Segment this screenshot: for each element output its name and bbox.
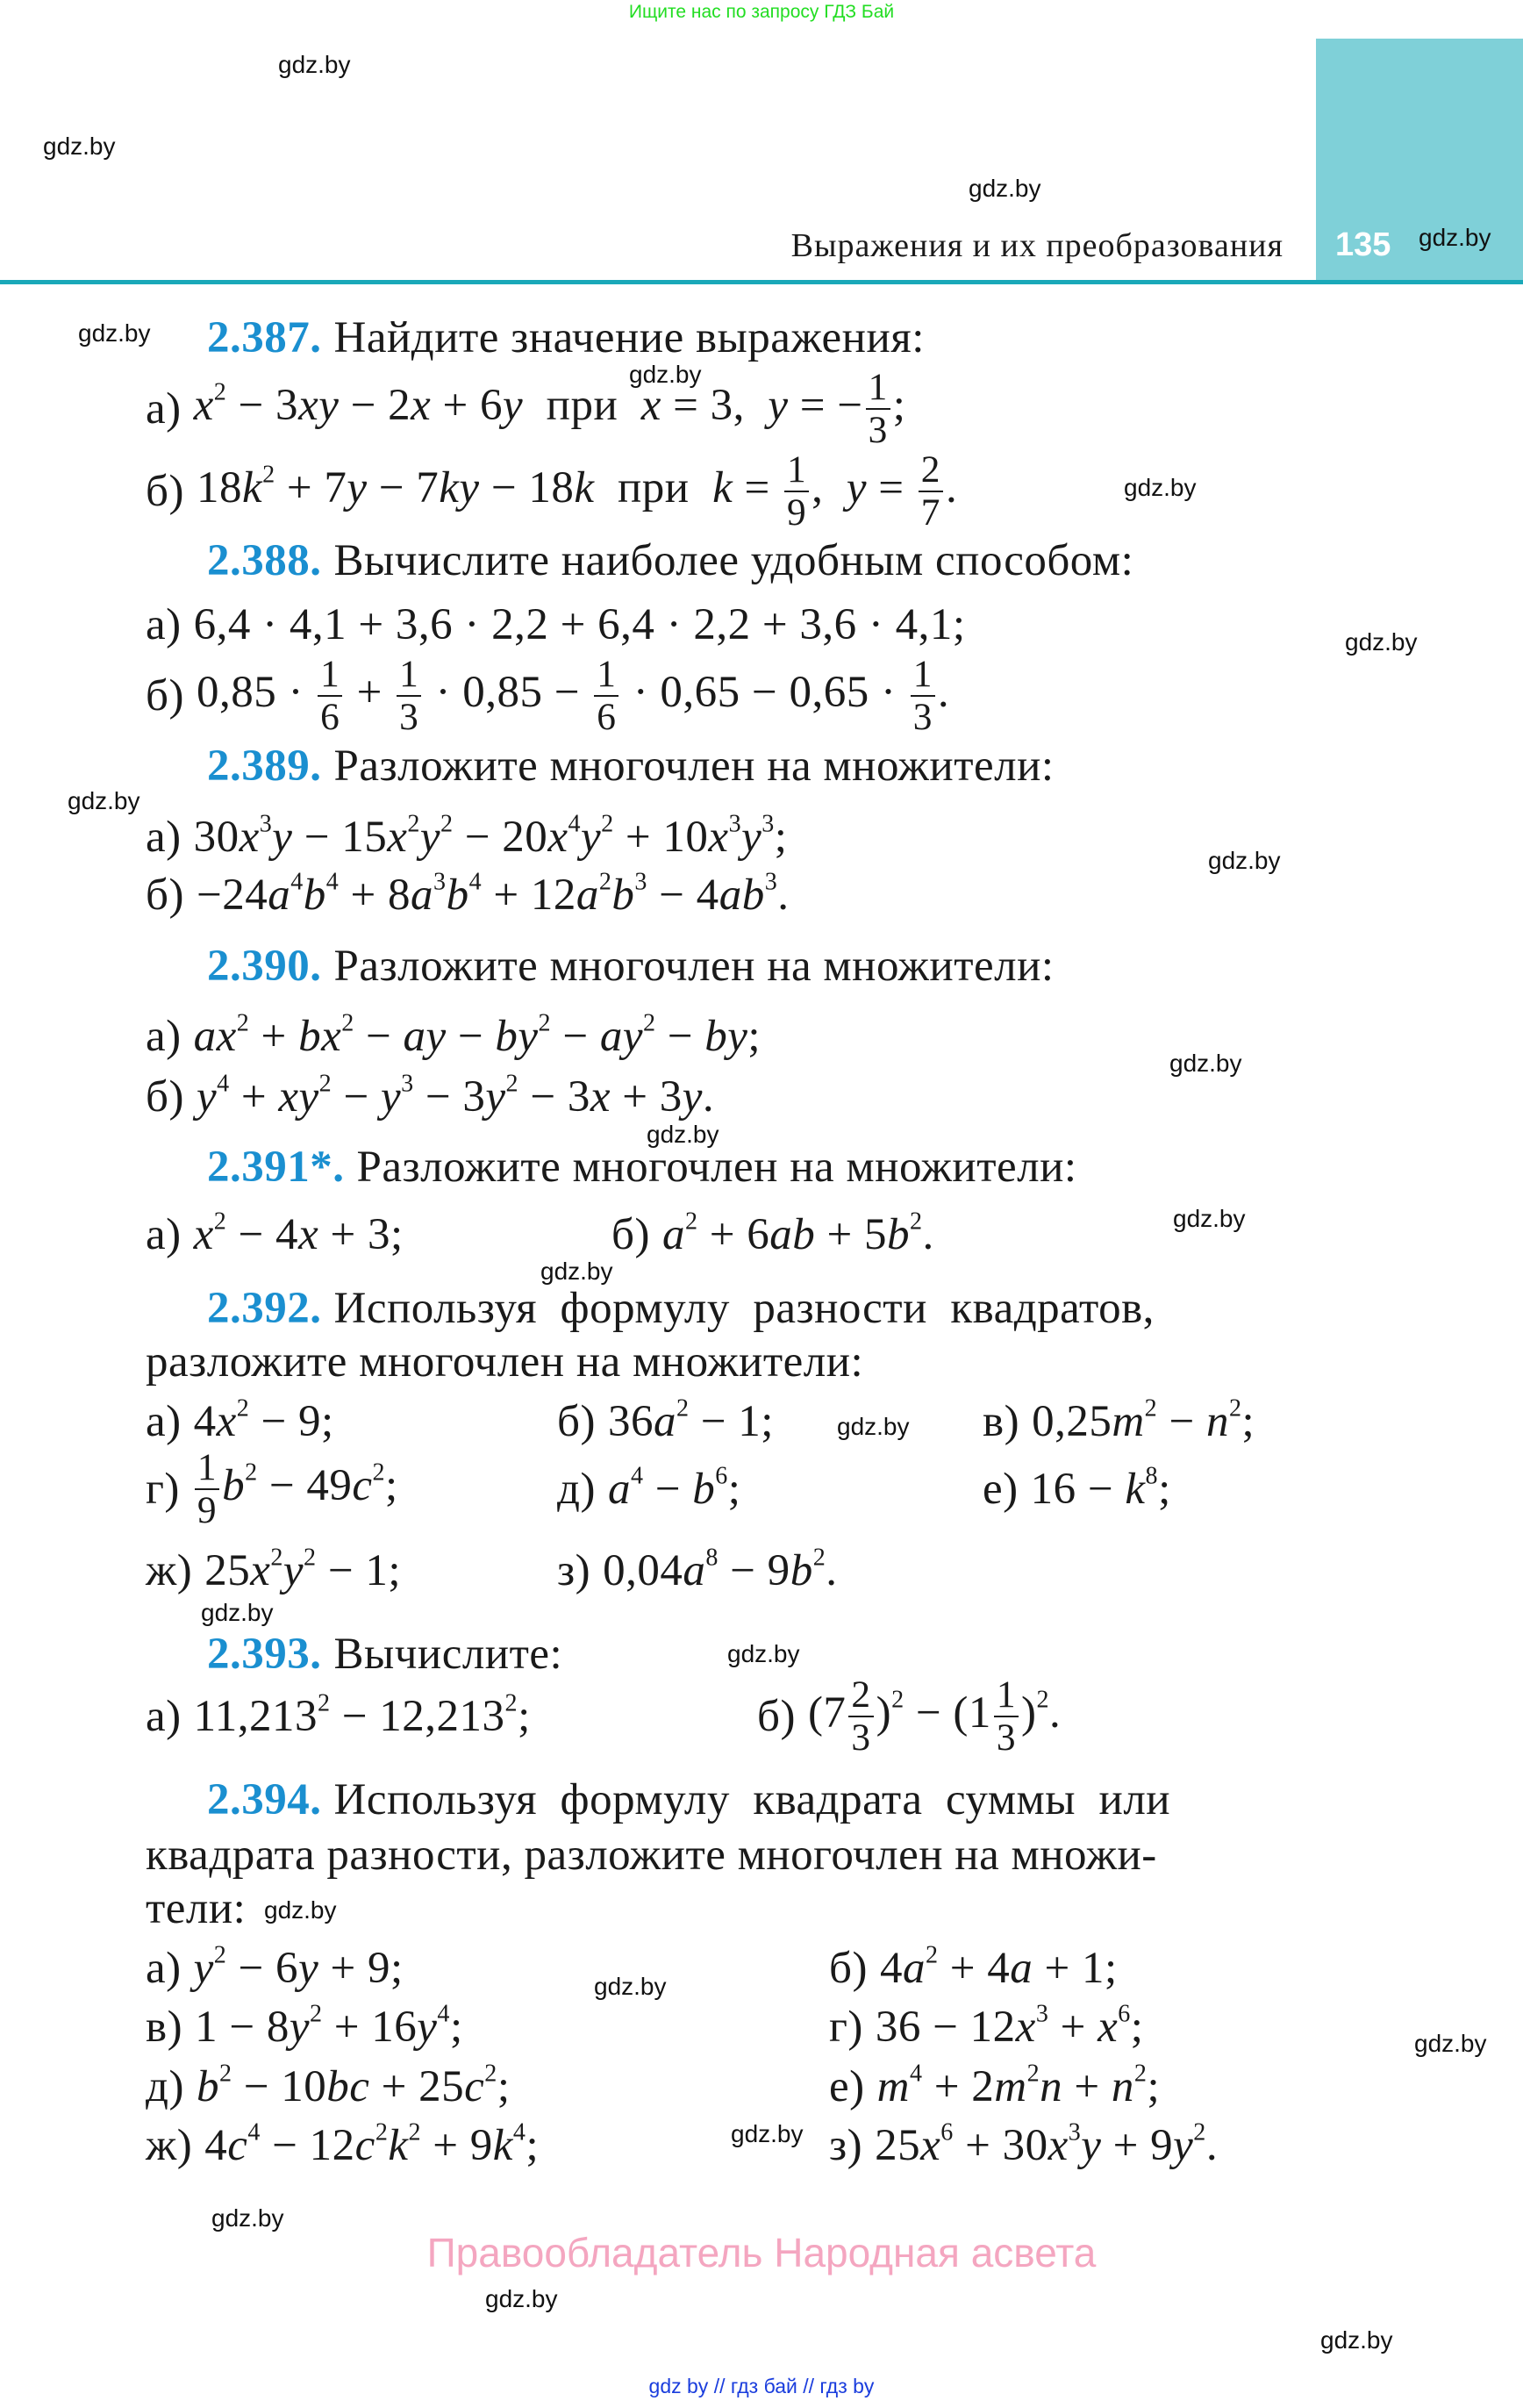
math-expression: $y^2 - 6y + 9$; bbox=[193, 1941, 404, 1993]
item-label: б) bbox=[146, 467, 184, 516]
watermark: gdz.by bbox=[278, 51, 351, 78]
math-expression: $m^4 + 2m^2n + n^2$; bbox=[876, 2060, 1161, 2111]
watermark: gdz.by bbox=[1414, 2030, 1487, 2057]
item-label: г) bbox=[146, 1465, 180, 1514]
problem-2389-heading bbox=[207, 740, 1055, 792]
watermark: gdz.by bbox=[201, 1599, 274, 1626]
exponent: 2 bbox=[236, 1009, 250, 1037]
exponent: 2 bbox=[925, 1941, 939, 1969]
watermark: gdz.by bbox=[485, 2285, 558, 2312]
problem-2391-b bbox=[611, 1208, 934, 1261]
problem-2388-heading bbox=[207, 534, 1133, 587]
problem-number: 2.388. bbox=[207, 536, 322, 585]
problem-2394-e bbox=[146, 2060, 510, 2113]
problem-title: разложите многочлен на множители: bbox=[146, 1337, 864, 1387]
problem-2392-heading bbox=[207, 1282, 1155, 1335]
watermark: gdz.by bbox=[594, 1973, 667, 2000]
problem-2393-b bbox=[757, 1673, 1062, 1759]
exponent: 2 bbox=[262, 461, 275, 489]
problem-title: Используя формулу разности квадратов, bbox=[333, 1284, 1155, 1333]
problem-title: квадрата разности, разложите многочлен на множи- bbox=[146, 1831, 1157, 1880]
problem-2392-h bbox=[557, 1544, 837, 1597]
running-title: Выражения и их преобразования bbox=[790, 227, 1283, 264]
watermark: gdz.by bbox=[68, 787, 140, 814]
exponent: 4 bbox=[468, 868, 483, 896]
exponent: 2 bbox=[1026, 2060, 1040, 2088]
item-label: ж) bbox=[146, 2121, 193, 2170]
exponent: 2 bbox=[642, 1009, 656, 1037]
math-expression: $36a^2 - 1$; bbox=[607, 1394, 774, 1446]
problem-2390-a bbox=[146, 1010, 761, 1063]
exponent: 2 bbox=[375, 2118, 389, 2146]
problem-2392-d bbox=[146, 1445, 398, 1531]
problem-title: Вычислите наиболее удобным способом: bbox=[333, 536, 1134, 585]
problem-2390-b bbox=[146, 1071, 714, 1123]
problem-2388-b bbox=[146, 652, 950, 738]
exponent: 4 bbox=[325, 868, 340, 896]
copyright-notice: Правообладатель Народная асвета bbox=[426, 2230, 1097, 2275]
fraction: $\frac{2}{7}$ bbox=[919, 451, 943, 533]
math-expression: $x^2 - 4x + 3$; bbox=[193, 1208, 404, 1259]
problem-2392-e bbox=[557, 1463, 740, 1516]
math-expression: $25x^2y^2 - 1$; bbox=[204, 1544, 402, 1595]
math-expression: $4x^2 - 9$; bbox=[193, 1394, 334, 1446]
problem-2392-c bbox=[983, 1395, 1255, 1448]
math-expression: $a^4 - b^6$; bbox=[607, 1462, 741, 1514]
fraction: $\frac{1}{6}$ bbox=[318, 656, 342, 737]
watermark: gdz.by bbox=[731, 2120, 804, 2147]
exponent: 2 bbox=[1228, 1394, 1242, 1423]
exponent: 2 bbox=[891, 1686, 905, 1714]
item-label: б) bbox=[557, 1397, 596, 1446]
problem-title: Вычислите: bbox=[333, 1630, 563, 1679]
fraction: $\frac{1}{9}$ bbox=[195, 1449, 219, 1530]
problem-number: 2.392. bbox=[207, 1284, 322, 1333]
exponent: 2 bbox=[1036, 1686, 1050, 1714]
problem-number: 2.393. bbox=[207, 1630, 322, 1679]
problem-2394-f bbox=[829, 2060, 1160, 2113]
math-expression: $18k^2 + 7y - 7ky - 18k$ при k = $\frac{1}{9}$ , y = $\frac{2}{7}$ . bbox=[196, 448, 958, 534]
exponent: 2 bbox=[236, 1394, 250, 1423]
exponent: 3 bbox=[728, 810, 742, 838]
problem-number: 2.390. bbox=[207, 942, 322, 991]
exponent: 3 bbox=[764, 868, 778, 896]
problem-title: Разложите многочлен на множители: bbox=[356, 1143, 1077, 1192]
fraction: $\frac{2}{3}$ bbox=[848, 1676, 873, 1758]
exponent: 4 bbox=[247, 2118, 261, 2146]
item-label: а) bbox=[146, 600, 182, 649]
item-label: д) bbox=[146, 2062, 184, 2111]
watermark: gdz.by bbox=[264, 1896, 337, 1924]
problem-2387-heading bbox=[207, 312, 925, 364]
watermark: gdz.by bbox=[1173, 1205, 1246, 1232]
problem-number: 2.389. bbox=[207, 742, 322, 791]
math-expression: (7 $\frac{2}{3}$ )$^2$ − (1 $\frac{1}{3}$ )$^2$. bbox=[807, 1673, 1062, 1759]
watermark: gdz.by bbox=[43, 133, 116, 160]
item-label: а) bbox=[146, 813, 182, 862]
exponent: 2 bbox=[304, 1544, 317, 1572]
problem-2392-heading-cont bbox=[146, 1336, 863, 1388]
problem-2394-heading-cont bbox=[146, 1829, 1157, 1881]
problem-2394-b bbox=[829, 1942, 1118, 1995]
watermark: gdz.by bbox=[629, 361, 702, 388]
item-label: б) bbox=[146, 871, 184, 920]
exponent: 2 bbox=[1144, 1394, 1158, 1423]
exponent: 4 bbox=[512, 2118, 526, 2146]
math-expression: $y^4 + xy^2 - y^3 - 3y^2 - 3x + 3y$. bbox=[196, 1070, 715, 1122]
problem-2392-g bbox=[146, 1544, 401, 1597]
exponent: 2 bbox=[317, 1689, 331, 1717]
exponent: 3 bbox=[1068, 2118, 1082, 2146]
exponent: 2 bbox=[318, 1070, 332, 1098]
exponent: 2 bbox=[213, 1941, 227, 1969]
watermark: gdz.by bbox=[969, 175, 1041, 202]
exponent: 2 bbox=[910, 1208, 923, 1236]
item-label: ж) bbox=[146, 1546, 193, 1595]
exponent: 4 bbox=[437, 2000, 450, 2028]
math-expression: $a^2 + 6ab + 5b^2$. bbox=[661, 1208, 934, 1259]
exponent: 2 bbox=[408, 2118, 422, 2146]
problem-2394-d bbox=[829, 2001, 1143, 2053]
header-rule bbox=[0, 280, 1523, 284]
problem-2392-a bbox=[146, 1395, 334, 1448]
exponent: 2 bbox=[538, 1009, 552, 1037]
exponent: 2 bbox=[440, 810, 454, 838]
problem-2387-b bbox=[146, 448, 958, 534]
watermark: gdz.by bbox=[837, 1413, 910, 1440]
math-expression: $36 - 12x^3 + x^6$; bbox=[875, 2000, 1144, 2052]
problem-title: Используя формулу квадрата суммы или bbox=[333, 1775, 1171, 1824]
exponent: 6 bbox=[715, 1462, 728, 1490]
math-expression: $4a^2 + 4a + 1$; bbox=[879, 1941, 1118, 1993]
item-label: з) bbox=[829, 2121, 863, 2170]
fraction: $\frac{1}{3}$ bbox=[994, 1676, 1019, 1758]
watermark: gdz.by bbox=[78, 319, 151, 347]
item-label: д) bbox=[557, 1465, 596, 1514]
item-label: б) bbox=[611, 1210, 650, 1259]
math-expression: 6,4 · 4,1 + 3,6 · 2,2 + 6,4 · 2,2 + 3,6 · 4,1; bbox=[193, 600, 966, 649]
math-expression: $x^2 - 3xy - 2x + 6y$ при x = 3, y = − $\frac{1}{3}$ ; bbox=[193, 365, 906, 451]
item-label: а) bbox=[146, 384, 182, 434]
watermark: gdz.by bbox=[1320, 2326, 1393, 2354]
item-label: б) bbox=[146, 671, 184, 720]
exponent: 4 bbox=[568, 810, 581, 838]
exponent: 3 bbox=[401, 1070, 414, 1098]
item-label: в) bbox=[983, 1397, 1020, 1446]
exponent: 8 bbox=[705, 1544, 719, 1572]
problem-title: тели: bbox=[146, 1884, 247, 1933]
exponent: 2 bbox=[601, 810, 614, 838]
problem-2388-a bbox=[146, 598, 966, 651]
exponent: 2 bbox=[505, 1070, 519, 1098]
math-expression: $\frac{1}{9}$ $b^2 - 49c^2$; bbox=[192, 1449, 398, 1530]
exponent: 2 bbox=[1193, 2118, 1206, 2146]
item-label: а) bbox=[146, 1397, 182, 1446]
problem-number: 2.394. bbox=[207, 1775, 322, 1824]
problem-2394-h bbox=[829, 2119, 1218, 2172]
problem-2394-heading bbox=[207, 1774, 1170, 1826]
item-label: а) bbox=[146, 1692, 182, 1741]
problem-number: 2.387. bbox=[207, 313, 322, 362]
exponent: 2 bbox=[1133, 2060, 1148, 2088]
problem-2393-a bbox=[146, 1690, 531, 1743]
math-expression: $16 - k^8$; bbox=[1030, 1462, 1171, 1514]
fraction: $\frac{1}{3}$ bbox=[866, 369, 890, 450]
exponent: 4 bbox=[290, 868, 304, 896]
problem-2389-b bbox=[146, 869, 789, 921]
exponent: 2 bbox=[341, 1009, 354, 1037]
problem-2389-a bbox=[146, 811, 787, 864]
problem-2392-f bbox=[983, 1463, 1171, 1516]
exponent: 3 bbox=[1035, 2000, 1049, 2028]
exponent: 3 bbox=[762, 810, 775, 838]
problem-2393-heading bbox=[207, 1628, 562, 1681]
exponent: 3 bbox=[634, 868, 647, 896]
watermark: gdz.by bbox=[1169, 1050, 1242, 1077]
exponent: 2 bbox=[309, 2000, 323, 2028]
problem-number: 2.391*. bbox=[207, 1143, 345, 1192]
fraction: $\frac{1}{3}$ bbox=[911, 656, 935, 737]
problem-2394-heading-cont bbox=[146, 1882, 246, 1935]
math-expression: $30x^3y - 15x^2y^2 - 20x^4y^2 + 10x^3y^3$; bbox=[193, 810, 788, 862]
item-label: а) bbox=[146, 1944, 182, 1993]
problem-2391-heading bbox=[207, 1141, 1077, 1193]
problem-2391-a bbox=[146, 1208, 404, 1261]
exponent: 2 bbox=[504, 1689, 518, 1717]
watermark: gdz.by bbox=[1419, 224, 1491, 251]
exponent: 2 bbox=[812, 1544, 826, 1572]
math-expression: 0,85 · $\frac{1}{6}$ + $\frac{1}{3}$ · 0,85 − $\frac{1}{6}$ · 0,65 − 0,65 · $\frac{1}{3}$ . bbox=[196, 652, 950, 738]
item-label: б) bbox=[146, 1072, 184, 1122]
watermark: gdz.by bbox=[1124, 474, 1197, 501]
fraction: $\frac{1}{3}$ bbox=[397, 656, 421, 737]
exponent: 4 bbox=[630, 1462, 644, 1490]
watermark: gdz.by bbox=[211, 2204, 284, 2232]
watermark: gdz.by bbox=[647, 1121, 719, 1148]
math-expression: $4c^4 - 12c^2k^2 + 9k^4$; bbox=[204, 2118, 540, 2170]
watermark: gdz.by bbox=[1345, 628, 1418, 656]
exponent: 4 bbox=[909, 2060, 923, 2088]
exponent: 2 bbox=[372, 1458, 386, 1487]
item-label: г) bbox=[829, 2003, 863, 2052]
item-label: з) bbox=[557, 1546, 591, 1595]
exponent: 3 bbox=[433, 868, 447, 896]
math-expression: $11,213^2 - 12,213^2$; bbox=[193, 1689, 531, 1741]
math-expression: $-24a^4b^4 + 8a^3b^4 + 12a^2b^3 - 4ab^3$. bbox=[196, 868, 790, 920]
exponent: 2 bbox=[676, 1394, 690, 1423]
exponent: 6 bbox=[1118, 2000, 1131, 2028]
item-label: е) bbox=[829, 2062, 865, 2111]
item-label: б) bbox=[757, 1692, 796, 1741]
item-label: в) bbox=[146, 2003, 183, 2052]
math-expression: $ax^2 + bx^2$ − ay − $by^2 - ay^2$ − by; bbox=[193, 1009, 762, 1061]
problem-title: Найдите значение выражения: bbox=[333, 313, 925, 362]
page-number: 135 bbox=[1335, 226, 1391, 263]
search-hint-banner: Ищите нас по запросу ГДЗ Бай bbox=[628, 2, 895, 22]
watermark: gdz.by bbox=[540, 1258, 613, 1285]
item-label: е) bbox=[983, 1465, 1019, 1514]
problem-2392-b bbox=[557, 1395, 774, 1448]
exponent: 8 bbox=[1145, 1462, 1159, 1490]
math-expression: $0,04a^8 - 9b^2$. bbox=[603, 1544, 838, 1595]
item-label: б) bbox=[829, 1944, 868, 1993]
math-expression: $1 - 8y^2 + 16y^4$; bbox=[195, 2000, 463, 2052]
exponent: 2 bbox=[684, 1208, 698, 1236]
exponent: 2 bbox=[213, 378, 227, 406]
exponent: 2 bbox=[213, 1208, 227, 1236]
exponent: 4 bbox=[217, 1070, 230, 1098]
fraction: $\frac{1}{9}$ bbox=[784, 451, 809, 533]
math-expression: $b^2 - 10bc + 25c^2$; bbox=[196, 2060, 511, 2111]
exponent: 2 bbox=[245, 1458, 258, 1487]
exponent: 2 bbox=[407, 810, 420, 838]
item-label: а) bbox=[146, 1210, 182, 1259]
watermark: gdz.by bbox=[1208, 847, 1281, 874]
problem-2394-a bbox=[146, 1942, 404, 1995]
problem-2390-heading bbox=[207, 940, 1055, 993]
exponent: 2 bbox=[218, 2060, 232, 2088]
footer-links[interactable]: gdz by // гдз бай // гдз by bbox=[648, 2375, 875, 2397]
math-expression: $25x^6 + 30x^3y + 9y^2$. bbox=[875, 2118, 1219, 2170]
item-label: а) bbox=[146, 1012, 182, 1061]
fraction: $\frac{1}{6}$ bbox=[594, 656, 618, 737]
exponent: 3 bbox=[259, 810, 273, 838]
problem-2394-c bbox=[146, 2001, 463, 2053]
problem-2394-g bbox=[146, 2119, 539, 2172]
exponent: 2 bbox=[270, 1544, 283, 1572]
watermark: gdz.by bbox=[727, 1640, 800, 1667]
exponent: 6 bbox=[940, 2118, 954, 2146]
problem-title: Разложите многочлен на множители: bbox=[333, 742, 1055, 791]
exponent: 2 bbox=[598, 868, 612, 896]
problem-title: Разложите многочлен на множители: bbox=[333, 942, 1055, 991]
exponent: 2 bbox=[484, 2060, 497, 2088]
math-expression: $0,25m^2 - n^2$; bbox=[1032, 1394, 1255, 1446]
